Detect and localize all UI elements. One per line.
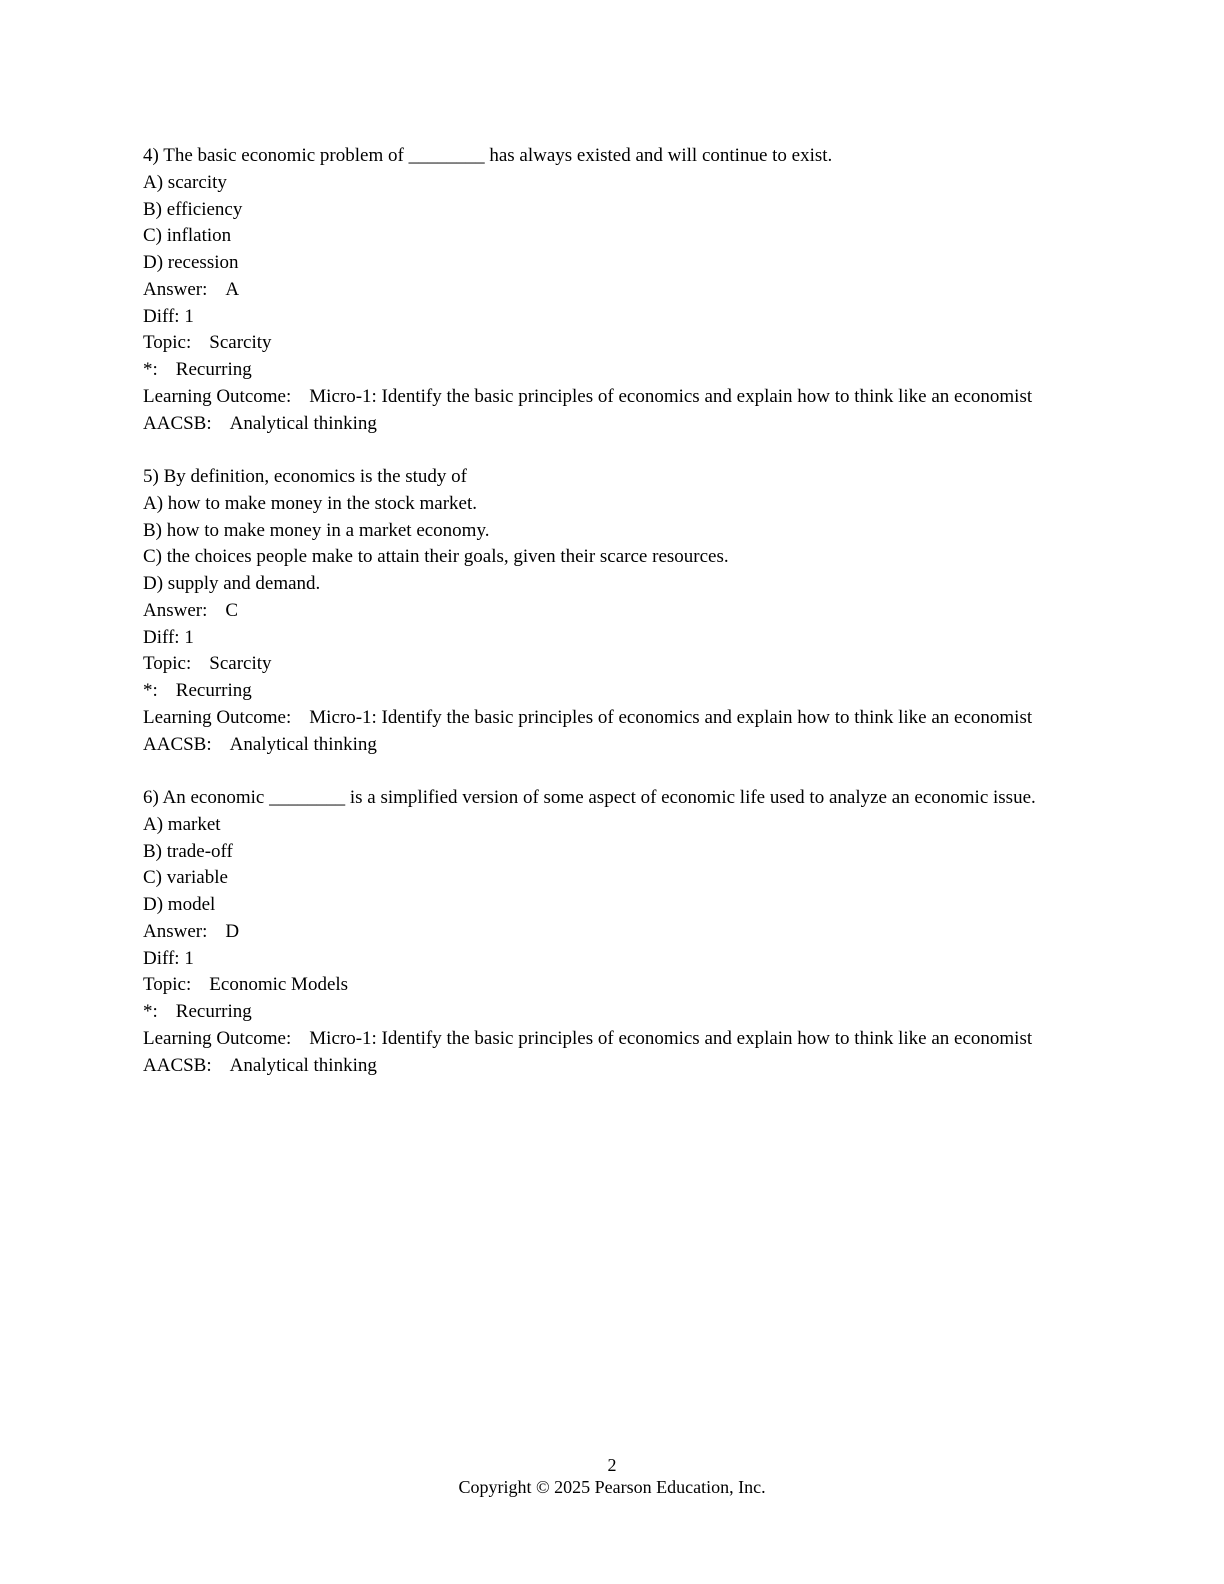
answer-value: A: [225, 278, 240, 300]
star-line: [143, 357, 1083, 384]
star-line: [143, 678, 1083, 705]
option-d: D) supply and demand.: [143, 573, 321, 594]
difficulty-line: Diff: 1: [143, 626, 194, 648]
topic-label: Topic:: [143, 332, 192, 354]
aacsb-label: AACSB:: [143, 1054, 212, 1076]
topic-line: [143, 330, 1083, 357]
learning-outcome-label: Learning Outcome:: [143, 706, 292, 728]
learning-outcome-label: Learning Outcome:: [143, 1027, 292, 1049]
topic-label: Topic:: [143, 974, 192, 996]
page-number: 2: [607, 1455, 617, 1475]
aacsb-label: AACSB:: [143, 733, 212, 755]
aacsb-line: [143, 411, 1083, 438]
answer-line: [143, 919, 1083, 946]
copyright-notice: Copyright © 2025 Pearson Education, Inc.: [458, 1477, 766, 1497]
topic-value: Scarcity: [209, 332, 272, 354]
difficulty-line: Diff: 1: [143, 305, 194, 327]
option-a: A) market: [143, 813, 221, 835]
option-b: B) trade-off: [143, 840, 233, 862]
learning-outcome-label: Learning Outcome:: [143, 385, 292, 407]
option-b: B) how to make money in a market economy.: [143, 519, 490, 541]
learning-outcome-value: Micro-1: Identify the basic principles of economics and explain how to think like an economist: [309, 385, 1033, 407]
topic-line: [143, 651, 1083, 678]
option-d: D) recession: [143, 252, 239, 273]
star-label: *:: [143, 1001, 158, 1022]
question-block: [143, 785, 1083, 1079]
answer-value: C: [225, 599, 239, 621]
answer-label: Answer:: [143, 278, 208, 300]
document-body: [143, 143, 1083, 1106]
aacsb-value: Analytical thinking: [229, 1054, 377, 1076]
star-value: Recurring: [175, 680, 252, 701]
option-c: C) the choices people make to attain their goals, given their scarce resources.: [143, 546, 729, 568]
option-c: C) variable: [143, 867, 228, 889]
topic-label: Topic:: [143, 653, 192, 675]
aacsb-line: [143, 1053, 1083, 1080]
question-stem: 5) By definition, economics is the study of: [143, 466, 468, 487]
aacsb-value: Analytical thinking: [229, 733, 377, 755]
option-d: D) model: [143, 894, 216, 915]
question-stem: 6) An economic ________ is a simplified version of some aspect of economic life used to analyze an economic issue.: [143, 787, 1036, 808]
option-a: A) scarcity: [143, 171, 227, 193]
answer-label: Answer:: [143, 599, 208, 621]
answer-value: D: [225, 920, 240, 942]
star-value: Recurring: [175, 1001, 252, 1022]
answer-line: [143, 598, 1083, 625]
aacsb-line: [143, 732, 1083, 759]
option-c: C) inflation: [143, 225, 232, 247]
star-label: *:: [143, 359, 158, 380]
difficulty-line: Diff: 1: [143, 947, 194, 969]
topic-line: [143, 972, 1083, 999]
learning-outcome-line: [143, 705, 1083, 732]
star-label: *:: [143, 680, 158, 701]
option-a: A) how to make money in the stock market.: [143, 492, 478, 514]
aacsb-label: AACSB:: [143, 412, 212, 434]
learning-outcome-value: Micro-1: Identify the basic principles of economics and explain how to think like an economist: [309, 1027, 1033, 1049]
answer-label: Answer:: [143, 920, 208, 942]
question-stem: 4) The basic economic problem of ________ has always existed and will continue to exist.: [143, 145, 833, 166]
learning-outcome-line: [143, 384, 1083, 411]
aacsb-value: Analytical thinking: [229, 412, 377, 434]
learning-outcome-line: [143, 1026, 1083, 1053]
star-line: [143, 999, 1083, 1026]
star-value: Recurring: [175, 359, 252, 380]
question-block: [143, 464, 1083, 758]
learning-outcome-value: Micro-1: Identify the basic principles of economics and explain how to think like an economist: [309, 706, 1033, 728]
topic-value: Scarcity: [209, 653, 272, 675]
topic-value: Economic Models: [209, 974, 349, 996]
question-block: [143, 143, 1083, 437]
option-b: B) efficiency: [143, 198, 243, 220]
answer-line: [143, 277, 1083, 304]
